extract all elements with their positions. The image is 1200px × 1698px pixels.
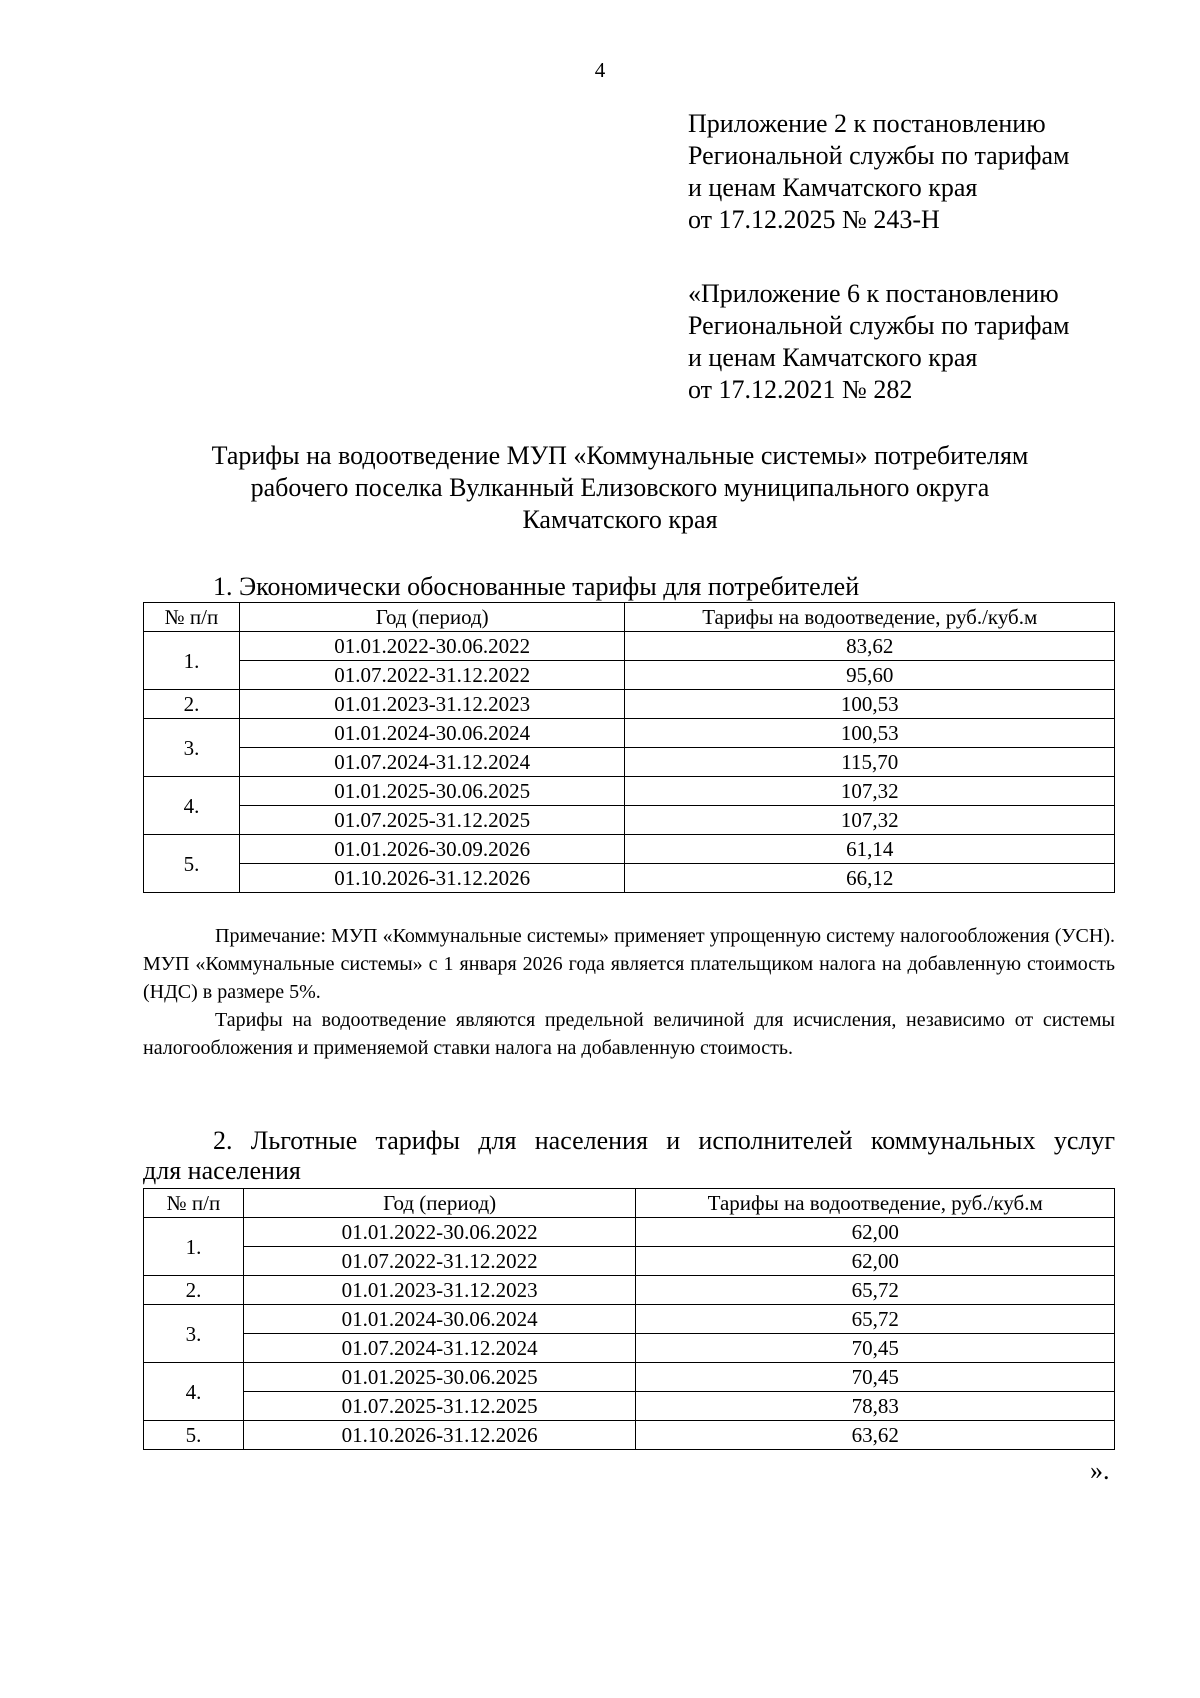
- period-cell: 01.01.2024-30.06.2024: [239, 719, 625, 748]
- table-row: [144, 719, 1115, 748]
- tariff-cell: 65,72: [636, 1305, 1115, 1334]
- table-row: [144, 748, 1115, 777]
- period-cell: 01.01.2025-30.06.2025: [243, 1363, 636, 1392]
- tariff-table-preferential: [143, 1188, 1115, 1450]
- note-block: [143, 922, 1115, 1062]
- table-row: [144, 632, 1115, 661]
- document-title: [140, 440, 1100, 536]
- period-cell: 01.01.2022-30.06.2022: [239, 632, 625, 661]
- tariff-cell: 115,70: [625, 748, 1115, 777]
- tariff-table-economic: [143, 602, 1115, 893]
- tariff-cell: 100,53: [625, 719, 1115, 748]
- title-line: рабочего поселка Вулканный Елизовского муниципального округа: [250, 473, 990, 502]
- row-number-cell: 4.: [144, 1363, 244, 1421]
- tariff-cell: 66,12: [625, 864, 1115, 893]
- section2-heading-line1: 2. Льготные тарифы для населения и исполнителей коммунальных услуг: [213, 1126, 1115, 1155]
- table-row: [144, 1218, 1115, 1247]
- section2-heading-line2: для населения: [143, 1156, 301, 1185]
- table-row: [144, 690, 1115, 719]
- period-cell: 01.07.2024-31.12.2024: [239, 748, 625, 777]
- row-number-cell: 1.: [144, 1218, 244, 1276]
- tariff-cell: 95,60: [625, 661, 1115, 690]
- table-row: [144, 806, 1115, 835]
- column-header: № п/п: [144, 603, 240, 632]
- period-cell: 01.07.2022-31.12.2022: [239, 661, 625, 690]
- attachment-line: Приложение 2 к постановлению: [688, 109, 1046, 138]
- attachment-line: Региональной службы по тарифам: [688, 311, 1070, 340]
- table-row: [144, 1305, 1115, 1334]
- tariff-cell: 63,62: [636, 1421, 1115, 1450]
- page-number: 4: [594, 58, 606, 82]
- period-cell: 01.01.2024-30.06.2024: [243, 1305, 636, 1334]
- tariff-cell: 100,53: [625, 690, 1115, 719]
- attachment-line: Региональной службы по тарифам: [688, 141, 1070, 170]
- period-cell: 01.01.2026-30.09.2026: [239, 835, 625, 864]
- tariff-cell: 107,32: [625, 806, 1115, 835]
- row-number-cell: 5.: [144, 1421, 244, 1450]
- tariff-cell: 62,00: [636, 1247, 1115, 1276]
- row-number-cell: 2.: [144, 1276, 244, 1305]
- tariff-cell: 70,45: [636, 1334, 1115, 1363]
- column-header: Год (период): [239, 603, 625, 632]
- section1-heading: 1. Экономически обоснованные тарифы для потребителей: [213, 572, 860, 601]
- attachment-line: и ценам Камчатского края: [688, 173, 978, 202]
- table-row: [144, 864, 1115, 893]
- attachment-line: от 17.12.2021 № 282: [688, 375, 913, 404]
- attachment-line: «Приложение 6 к постановлению: [688, 279, 1059, 308]
- table-row: [144, 1276, 1115, 1305]
- column-header: Год (период): [243, 1189, 636, 1218]
- table-row: [144, 661, 1115, 690]
- column-header: № п/п: [144, 1189, 244, 1218]
- table-header-row: [144, 603, 1115, 632]
- row-number-cell: 1.: [144, 632, 240, 690]
- tariff-cell: 61,14: [625, 835, 1115, 864]
- tariff-cell: 65,72: [636, 1276, 1115, 1305]
- tariff-cell: 78,83: [636, 1392, 1115, 1421]
- period-cell: 01.01.2022-30.06.2022: [243, 1218, 636, 1247]
- tariff-cell: 70,45: [636, 1363, 1115, 1392]
- table-header-row: [144, 1189, 1115, 1218]
- row-number-cell: 2.: [144, 690, 240, 719]
- attachment-block-1: [688, 108, 1069, 236]
- row-number-cell: 3.: [144, 1305, 244, 1363]
- period-cell: 01.07.2025-31.12.2025: [243, 1392, 636, 1421]
- closing-quote: ».: [1090, 1456, 1110, 1485]
- period-cell: 01.07.2025-31.12.2025: [239, 806, 625, 835]
- period-cell: 01.01.2023-31.12.2023: [243, 1276, 636, 1305]
- table-row: [144, 1363, 1115, 1392]
- tariff-cell: 83,62: [625, 632, 1115, 661]
- row-number-cell: 5.: [144, 835, 240, 893]
- table-row: [144, 1334, 1115, 1363]
- table-row: [144, 1247, 1115, 1276]
- tariff-cell: 62,00: [636, 1218, 1115, 1247]
- title-line: Камчатского края: [522, 505, 718, 534]
- table-row: [144, 777, 1115, 806]
- attachment-line: от 17.12.2025 № 243-Н: [688, 205, 940, 234]
- tariff-cell: 107,32: [625, 777, 1115, 806]
- period-cell: 01.10.2026-31.12.2026: [243, 1421, 636, 1450]
- attachment-block-2: [688, 278, 1069, 406]
- attachment-line: и ценам Камчатского края: [688, 343, 978, 372]
- period-cell: 01.01.2023-31.12.2023: [239, 690, 625, 719]
- row-number-cell: 4.: [144, 777, 240, 835]
- table-row: [144, 1392, 1115, 1421]
- note-paragraph: Тарифы на водоотведение являются предельной величиной для исчисления, независимо от системы налогообложения и применяемой ставки налога на добавленную стоимость.: [143, 1009, 1115, 1059]
- table-row: [144, 1421, 1115, 1450]
- column-header: Тарифы на водоотведение, руб./куб.м: [625, 603, 1115, 632]
- period-cell: 01.07.2024-31.12.2024: [243, 1334, 636, 1363]
- table-row: [144, 835, 1115, 864]
- period-cell: 01.01.2025-30.06.2025: [239, 777, 625, 806]
- period-cell: 01.07.2022-31.12.2022: [243, 1247, 636, 1276]
- row-number-cell: 3.: [144, 719, 240, 777]
- note-paragraph: Примечание: МУП «Коммунальные системы» применяет упрощенную систему налогообложения (УСН). МУП «Коммунальные системы» с 1 января 2026 года является плательщиком налога на добавленную стоимость (НДС) в размере 5%.: [143, 925, 1115, 1003]
- column-header: Тарифы на водоотведение, руб./куб.м: [636, 1189, 1115, 1218]
- period-cell: 01.10.2026-31.12.2026: [239, 864, 625, 893]
- title-line: Тарифы на водоотведение МУП «Коммунальные системы» потребителям: [211, 441, 1029, 470]
